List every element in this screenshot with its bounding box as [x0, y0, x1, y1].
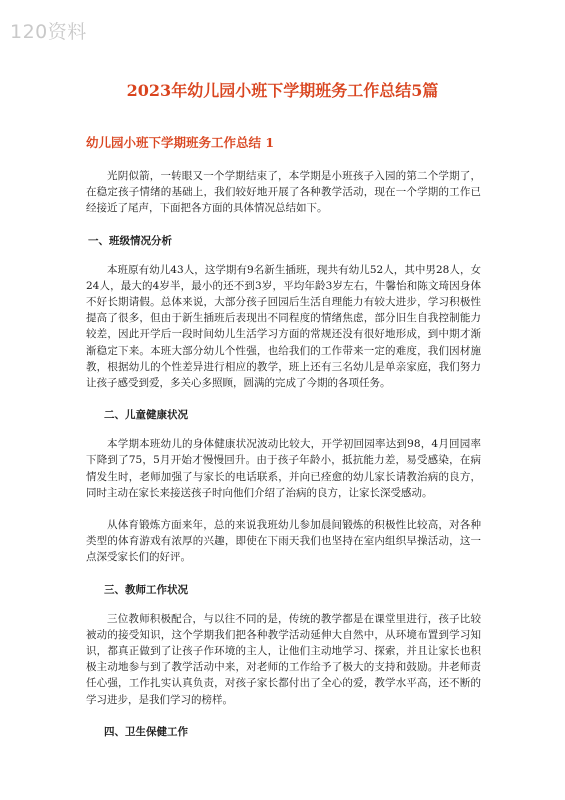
intro-paragraph: 光阴似箭，一转眼又一个学期结束了，本学期是小班孩子入园的第二个学期了，在稳定孩子情绪的基础上，我们较好地开展了各种教学活动，现在一个学期的工作已经接近了尾声，下面把各方面的具体情况总结如下。	[86, 170, 481, 215]
document-body	[86, 133, 481, 753]
paragraph-health-status: 本学期本班幼儿的身体健康状况波动比较大，开学初回园率达到98，4月回园率下降到了75，5月开始才慢慢回升。由于孩子年龄小，抵抗能力差，易受感染，在病情发生时，老师加强了与家长的电话联系，并向已痊愈的幼儿家长请教治病的良方，同时主动在家长来接送孩子时向他们介绍了治病的良方，让家长深受感动。	[86, 438, 481, 499]
heading-class-analysis: 一、班级情况分析	[88, 234, 172, 247]
heading-health-status: 二、儿童健康状况	[104, 409, 188, 422]
watermark-logo: 120资料	[10, 21, 87, 43]
document-title: 2023年幼儿园小班下学期班务工作总结5篇	[126, 81, 439, 100]
paragraph-physical-exercise: 从体育锻炼方面来年，总的来说我班幼儿参加晨间锻炼的积极性比较高，对各种类型的体育游戏有浓厚的兴趣，即使在下雨天我们也坚持在室内组织早操活动，这一点深受家长们的好评。	[86, 519, 481, 564]
paragraph-teacher-work: 三位教师积极配合，与以往不同的是，传统的教学都是在课堂里进行，孩子比较被动的接受知识，这个学期我们把各种教学活动延伸大自然中，从环境布置到学习知识，都真正做到了让孩子作环境的主人，让他们主动地学习、探索，并且让家长也积极主动地参与到了教学活动中来，对老师的工作给予了极大的支持和鼓励。井老师责任心强，工作扎实认真负责，对孩子家长都付出了全心的爱，教学水平高，还不断的学习进步，是我们学习的榜样。	[86, 612, 481, 706]
heading-hygiene-care: 四、卫生保健工作	[104, 725, 188, 738]
heading-teacher-work: 三、教师工作状况	[104, 583, 188, 596]
section-subtitle: 幼儿园小班下学期班务工作总结 1	[86, 135, 275, 150]
paragraph-class-analysis: 本班原有幼儿43人，这学期有9名新生插班，现共有幼儿52人，其中男28人，女24人，最大的4岁半，最小的还不到3岁，平均年龄3岁左右，牛馨怡和陈文琦因身体不好长期请假。总体来说，大部分孩子回园后生活自理能力有较大进步，学习积极性提高了很多，但由于新生插班后表现出不同程度的情绪焦虑，部分旧生自我控制能力较差，因此开学后一段时间幼儿生活学习方面的常规还没有很好地形成，到中期才渐渐稳定下来。本班大部分幼儿个性强，也给我们的工作带来一定的难度，我们因材施教，根据幼儿的个性差异进行相应的教学，班上还有三名幼儿是单亲家庭，我们努力让孩子感受到爱，多关心多照顾，圆满的完成了今期的各项任务。	[86, 263, 481, 390]
